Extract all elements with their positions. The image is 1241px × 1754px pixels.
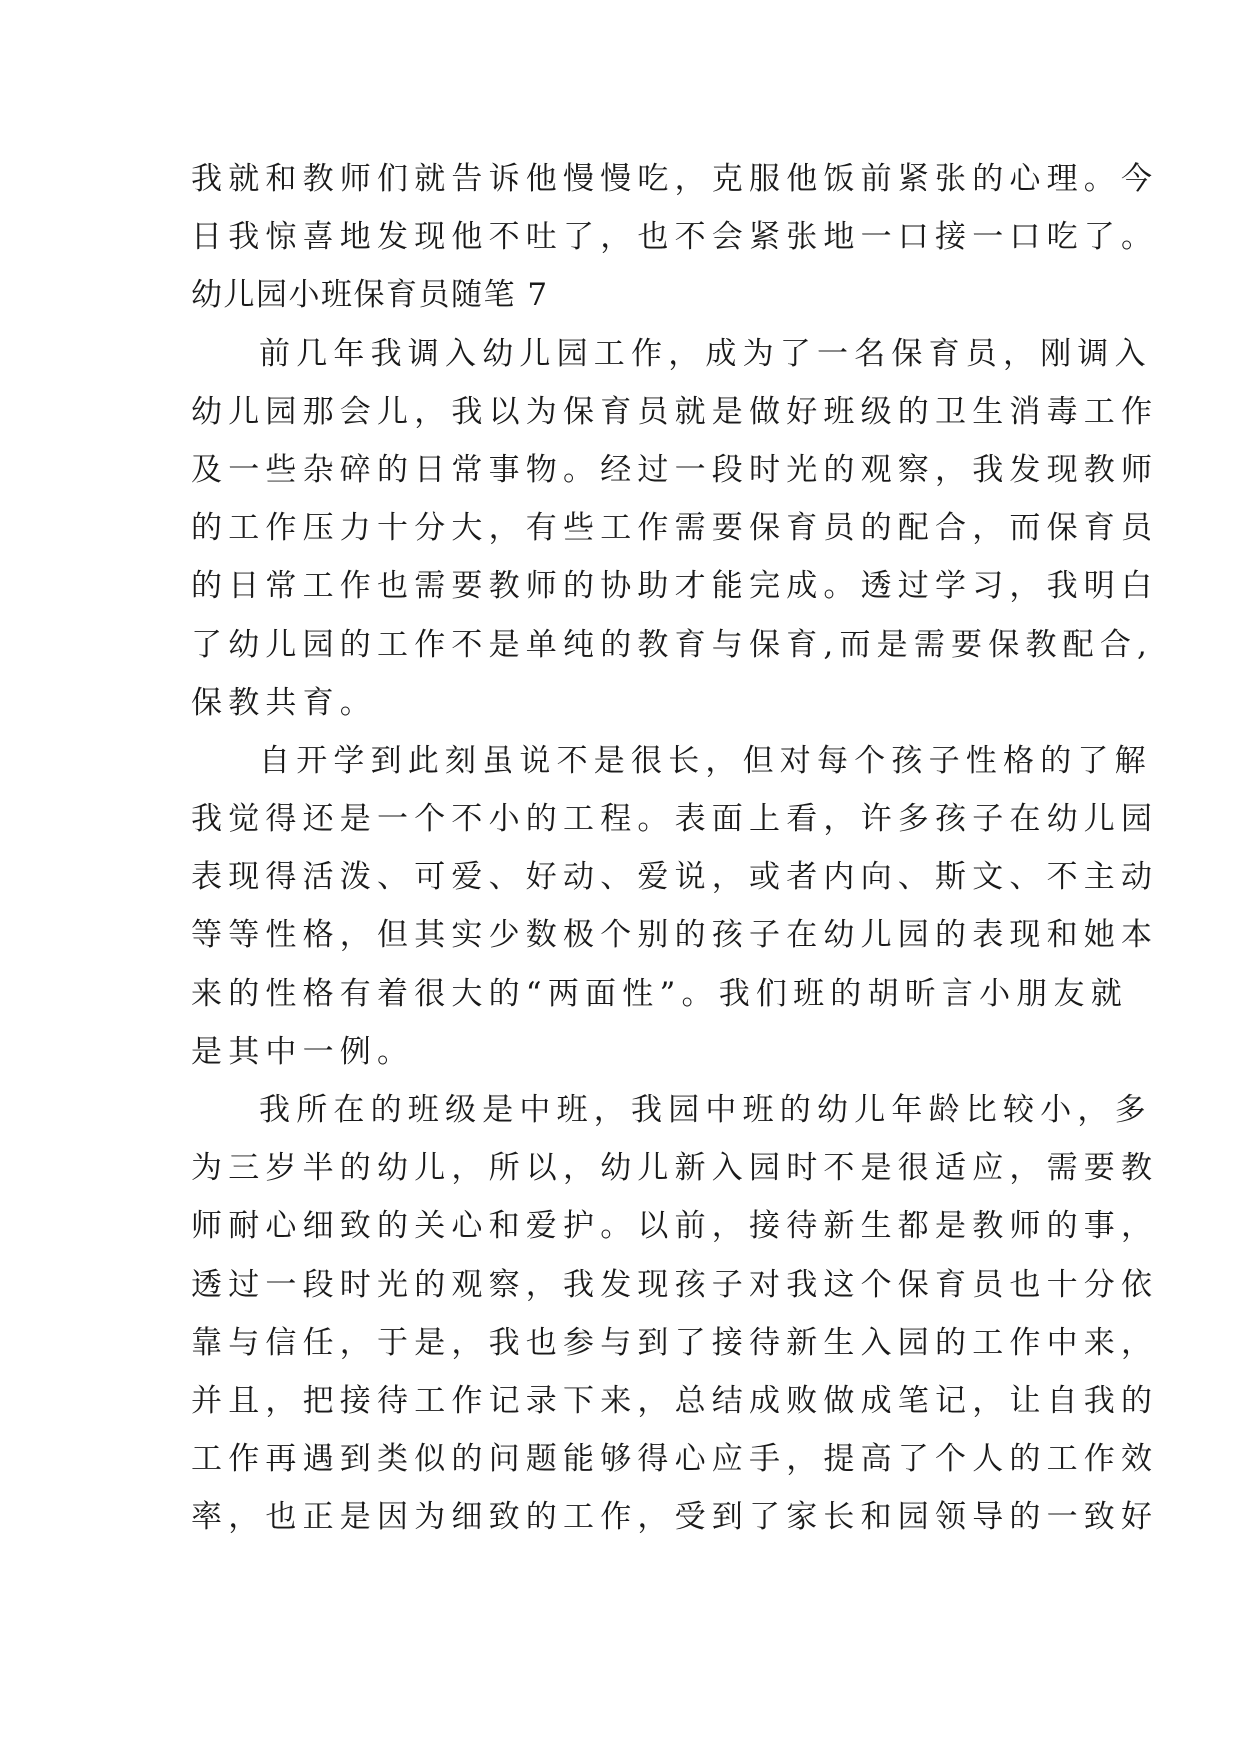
text-line: 我就和教师们就告诉他慢慢吃，克服他饭前紧张的心理。今	[191, 161, 1159, 197]
text-line: 等等性格，但其实少数极个别的孩子在幼儿园的表现和她本	[191, 917, 1159, 954]
text-line: 的工作压力十分大，有些工作需要保育员的配合，而保育员	[191, 510, 1159, 547]
text-line: 工作再遇到类似的问题能够得心应手，提高了个人的工作效	[191, 1441, 1159, 1478]
text-line: 并且，把接待工作记录下来，总结成败做成笔记，让自我的	[191, 1382, 1159, 1419]
text-line: 我觉得还是一个不小的工程。表面上看，许多孩子在幼儿园	[191, 801, 1159, 838]
body-text	[191, 150, 1159, 1547]
paragraph-start: 自开学到此刻虽说不是很长，但对每个孩子性格的了解	[259, 742, 1152, 779]
text-line: 及一些杂碎的日常事物。经过一段时光的观察，我发现教师	[191, 451, 1159, 488]
text-line: 的日常工作也需要教师的协助才能完成。透过学习，我明白	[191, 568, 1159, 605]
text-line: 率，也正是因为细致的工作，受到了家长和园领导的一致好	[191, 1499, 1159, 1536]
text-line: 为三岁半的幼儿，所以，幼儿新入园时不是很适应，需要教	[191, 1150, 1159, 1187]
paragraph-start: 前几年我调入幼儿园工作，成为了一名保育员，刚调入	[259, 335, 1152, 372]
text-line: 表现得活泼、可爱、好动、爱说，或者内向、斯文、不主动	[191, 859, 1159, 896]
text-line: 幼儿园那会儿，我以为保育员就是做好班级的卫生消毒工作	[191, 393, 1159, 430]
paragraph-start: 我所在的班级是中班，我园中班的幼儿年龄比较小，多	[259, 1092, 1152, 1128]
text-line: 透过一段时光的观察，我发现孩子对我这个保育员也十分依	[191, 1266, 1159, 1303]
text-line: 师耐心细致的关心和爱护。以前，接待新生都是教师的事，	[191, 1208, 1159, 1245]
text-line: 日我惊喜地发现他不吐了，也不会紧张地一口接一口吃了。	[191, 219, 1159, 256]
text-line: 靠与信任，于是，我也参与到了接待新生入园的工作中来，	[191, 1324, 1159, 1361]
text-line: 来的性格有着很大的“两面性”。我们班的胡昕言小朋友就	[191, 975, 1128, 1012]
section-heading: 幼儿园小班保育员随笔 7	[191, 277, 549, 314]
text-line: 是其中一例。	[191, 1033, 415, 1070]
text-line: 了幼儿园的工作不是单纯的教育与保育,而是需要保教配合,	[191, 626, 1154, 663]
text-line: 保教共育。	[191, 684, 377, 721]
